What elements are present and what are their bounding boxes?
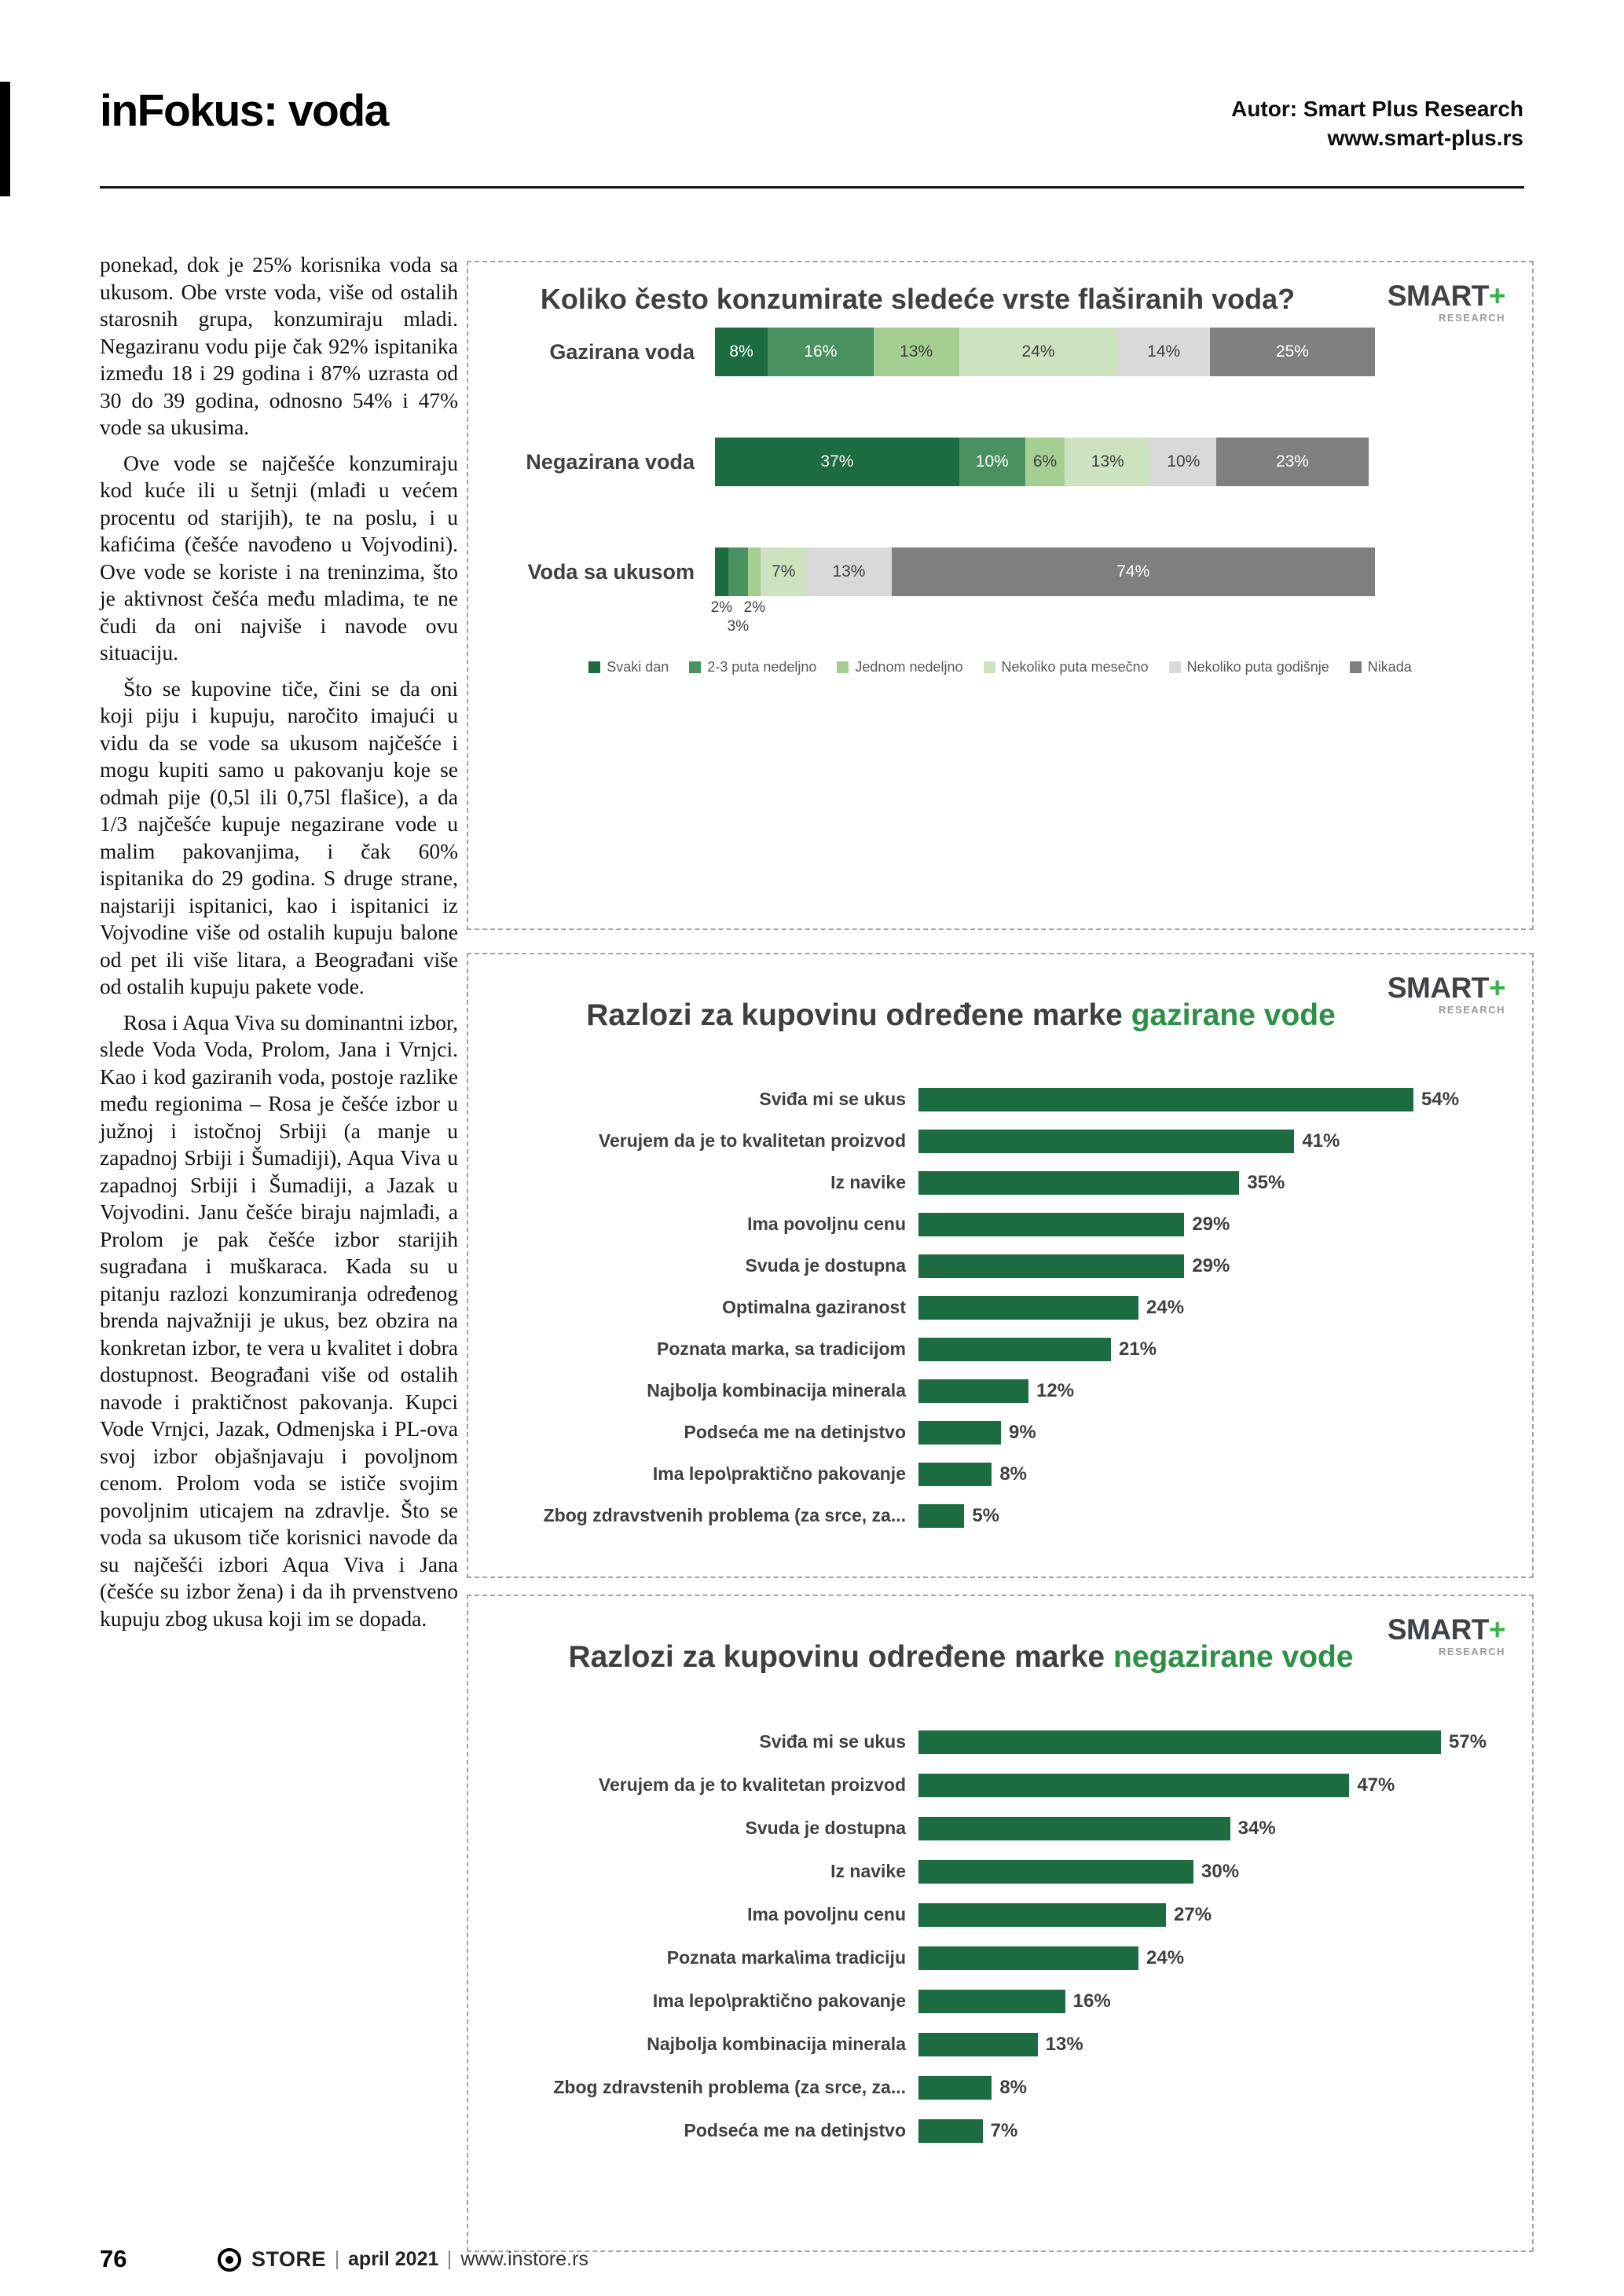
segment-value: 7% — [772, 562, 796, 580]
stacked-bar-plot — [487, 297, 1504, 635]
bar-segment — [715, 328, 768, 376]
bar-segment — [715, 547, 728, 596]
logo-name: SMART — [1387, 1613, 1489, 1646]
bar-row — [490, 1328, 1510, 1370]
footer-separator — [336, 2250, 338, 2269]
bar-area — [918, 1421, 1510, 1445]
value-label: 47% — [1357, 1774, 1395, 1796]
value-label: 41% — [1302, 1130, 1340, 1152]
value-label: 16% — [1072, 1990, 1111, 2012]
chart-title-text: Razlozi za kupovinu određene marke — [586, 998, 1131, 1032]
footer-separator — [449, 2250, 450, 2269]
bar — [918, 2076, 992, 2100]
segment-value: 74% — [1116, 562, 1150, 580]
bar-row — [490, 1763, 1510, 1807]
bar — [918, 1088, 1413, 1111]
value-label: 24% — [1146, 1296, 1185, 1318]
category-label: Zbog zdravstenih problema (za srce, za... — [553, 2077, 906, 2097]
chart-frequency-box — [467, 261, 1534, 930]
bar-segment — [1065, 438, 1150, 486]
article-paragraph: Ove vode se najčešće konzumiraju kod kuće ili u šetnji (mlađi u većem procentu od starijih), te na poslu, i u kafićima (češće navođeno u Vojvodini). Ove vode se koriste i na treninzima, što je aktivnost češća među mladima, te ne čudi da oni najviše i navode ovu situaciju. — [100, 450, 458, 665]
bar-row — [490, 1203, 1510, 1245]
bar-row — [490, 1720, 1510, 1763]
category-label: Poznata marka, sa tradicijom — [656, 1338, 906, 1359]
bar-segment — [959, 438, 1025, 486]
logo-text — [1388, 973, 1505, 1002]
bar-row — [490, 1807, 1510, 1850]
legend-swatch — [1350, 661, 1362, 673]
stacked-bar-row — [487, 297, 1504, 407]
legend-label: Nekoliko puta mesečno — [1001, 659, 1149, 675]
article-paragraph: ponekad, dok je 25% korisnika voda sa ukusom. Obe vrste voda, više od ostalih starosnih grupa, konzumiraju mladi. Negaziranu vodu pije čak 92% ispitanika između 18 i 29 godina i 87% uzrasta od 30 do 39 godina, odnosno 54% i 47% vode sa ukusima. — [100, 252, 458, 439]
store-logo-dot — [225, 2256, 233, 2264]
category-label: Negazirana voda — [526, 449, 695, 474]
bar-segment — [1117, 328, 1210, 376]
value-label: 9% — [1009, 1421, 1036, 1443]
hbar-rows-2 — [490, 1720, 1510, 2152]
bar-segment — [748, 547, 761, 596]
legend-swatch — [837, 661, 849, 673]
category-label: Ima povoljnu cenu — [747, 1214, 906, 1234]
smart-plus-logo — [1388, 973, 1505, 1015]
article-paragraph: Rosa i Aqua Viva su dominantni izbor, slede Voda Voda, Prolom, Jana i Vrnjci. Kao i kod gaziranih voda, postoje razlike među regionima – Rosa je češće izbor u južnoj i istočnoj Srbiji (a manje u zapadnoj Srbiji i Šumadiji), Aqua Viva u zapadnoj Srbiji i Šumadiji, a Jazak u Vojvodini. Janu češće biraju najmlađi, a Prolom je pak češće izbor starijih sugrađana i muškaraca. Kada su u pitanju razlozi konzumiranja određenog brenda najvažniji je ukus, bez obzira na konkretan izbor, te vera u kvalitet i dobra dostupnost. Beograđani više od ostalih navode i praktičnost pakovanja. Kupci Vode Vrnjci, Jazak, Odmenjska i PL-ova svoj izbor objašnjavaju i povoljnom cenom. Prolom voda se ističe svojim povoljnim uticajem na zdravlje. Što se voda sa ukusom tiče korisnici navode da su najčešći izbori Aqua Viva i Jana (češće su izbor žena) i da ih prvenstveno kupuju zbog ukusa koji im se dopada. — [100, 1009, 458, 1631]
chart-title — [500, 1640, 1422, 1675]
category-label: Zbog zdravstvenih problema (za srce, za... — [543, 1505, 906, 1525]
value-label: 8% — [999, 1463, 1028, 1485]
segment-value: 8% — [729, 342, 753, 361]
bar-segment — [1210, 328, 1375, 376]
bar-row — [490, 1370, 1510, 1412]
stacked-bar — [715, 328, 1375, 376]
logo-plus-icon: + — [1488, 280, 1505, 312]
value-label: 29% — [1192, 1254, 1230, 1276]
footer-website: www.instore.rs — [460, 2248, 588, 2270]
chart-title: Koliko često konzumirate sledeće vrste flaširanih voda? — [540, 283, 1296, 315]
bar-row — [490, 1412, 1510, 1453]
category-label: Ima lepo\praktično pakovanje — [652, 1990, 906, 2011]
store-logo-icon — [218, 2248, 241, 2272]
bar-area — [918, 1171, 1510, 1195]
bar-area — [918, 1130, 1510, 1153]
bar-area — [918, 1817, 1510, 1840]
value-label: 12% — [1036, 1379, 1075, 1401]
bar-segment — [892, 547, 1375, 596]
category-label: Optimalna gaziranost — [722, 1297, 906, 1317]
legend-swatch — [689, 661, 701, 673]
logo-subtext: RESEARCH — [1439, 1004, 1505, 1016]
legend-item — [1169, 659, 1329, 676]
bar-row — [490, 1245, 1510, 1287]
logo-subtext: RESEARCH — [1439, 312, 1505, 324]
bar-area — [918, 1213, 1510, 1236]
page-number: 76 — [100, 2245, 127, 2272]
bar-segment — [768, 328, 873, 376]
category-label: Najbolja kombinacija minerala — [647, 2034, 906, 2054]
bar — [918, 1730, 1441, 1754]
segment-value: 2% — [743, 599, 766, 616]
legend-label: Jednom nedeljno — [855, 659, 963, 675]
stacked-bar-row — [487, 407, 1504, 517]
bar-segment — [1150, 438, 1216, 486]
category-label: Svuda je dostupna — [745, 1818, 906, 1838]
segment-value: 2% — [710, 599, 733, 616]
segment-value: 13% — [1091, 452, 1124, 471]
category-label: Svuda je dostupna — [745, 1255, 906, 1276]
bar-area — [918, 1730, 1510, 1754]
bar-row — [490, 2023, 1510, 2066]
bar-row — [490, 1078, 1510, 1120]
segment-value: 24% — [1021, 342, 1055, 361]
bar-row — [490, 1287, 1510, 1328]
bar — [918, 1946, 1138, 1970]
value-label: 30% — [1201, 1860, 1240, 1882]
bar-segment — [874, 328, 959, 376]
logo-name: SMART — [1387, 972, 1489, 1004]
value-label: 54% — [1421, 1088, 1460, 1110]
legend-item — [588, 659, 669, 676]
bar-area — [918, 1903, 1510, 1927]
bar-row — [490, 1495, 1510, 1536]
bar-area — [918, 1463, 1510, 1486]
legend-item — [689, 659, 816, 676]
bar — [918, 1213, 1184, 1236]
legend-swatch — [984, 661, 995, 673]
legend-label: Nekoliko puta godišnje — [1186, 659, 1329, 675]
bar-area — [918, 1088, 1510, 1111]
value-label: 29% — [1192, 1213, 1230, 1235]
logo-subtext: RESEARCH — [1439, 1646, 1505, 1657]
author-line: Autor: Smart Plus Research — [1231, 97, 1523, 121]
hbar-rows-1 — [490, 1078, 1510, 1536]
category-label: Sviđa mi se ukus — [759, 1089, 906, 1109]
bar — [918, 1774, 1349, 1797]
bar-row — [490, 1936, 1510, 1979]
segment-value: 14% — [1147, 342, 1181, 361]
chart-legend — [484, 659, 1516, 676]
chart-title-highlight: negazirane vode — [1113, 1640, 1354, 1674]
bar — [918, 2033, 1038, 2056]
header-divider — [100, 186, 1524, 189]
segment-value: 23% — [1275, 452, 1309, 471]
logo-plus-icon: + — [1488, 972, 1505, 1004]
bar-area — [918, 1774, 1510, 1797]
chart-title-highlight: gazirane vode — [1131, 998, 1336, 1032]
bar-area — [918, 1946, 1510, 1970]
footer-issue: april 2021 — [348, 2248, 439, 2270]
edge-crop-mark — [0, 82, 10, 196]
chart-gazirana-reasons-box — [467, 953, 1534, 1578]
legend-item — [1350, 659, 1412, 676]
bar — [918, 1860, 1193, 1884]
article-column — [100, 251, 458, 1632]
bar-segment — [715, 438, 959, 486]
segment-value: 10% — [1167, 452, 1201, 471]
legend-item — [837, 659, 962, 676]
segment-value: 6% — [1032, 452, 1058, 471]
value-label: 24% — [1146, 1946, 1185, 1968]
bar-row — [490, 1893, 1510, 1936]
bar — [918, 1338, 1111, 1361]
chart-title-text: Razlozi za kupovinu određene marke — [568, 1640, 1113, 1674]
value-label: 8% — [999, 2076, 1028, 2098]
bar-area — [918, 1379, 1510, 1403]
bar-row — [490, 2066, 1510, 2109]
stacked-bar-row — [487, 517, 1504, 635]
category-label: Sviđa mi se ukus — [759, 1731, 906, 1752]
category-label: Voda sa ukusom — [527, 559, 695, 584]
category-label: Gazirana voda — [549, 339, 695, 364]
bar-row — [490, 2109, 1510, 2152]
value-label: 35% — [1247, 1171, 1285, 1193]
stacked-bar — [710, 547, 1375, 635]
bar-row — [490, 1850, 1510, 1893]
chart-title — [500, 998, 1422, 1033]
segment-value: 10% — [975, 452, 1009, 471]
legend-item — [984, 659, 1149, 676]
logo-name: SMART — [1387, 280, 1489, 312]
author-website: www.smart-plus.rs — [1327, 126, 1523, 150]
legend-swatch — [1169, 661, 1181, 673]
bar-area — [918, 1254, 1510, 1278]
legend-label: 2-3 puta nedeljno — [707, 659, 817, 675]
bar-area — [918, 2119, 1510, 2143]
segment-value: 16% — [804, 342, 838, 361]
chart-negazirana-reasons-box — [467, 1595, 1534, 2252]
legend-label: Svaki dan — [607, 659, 669, 675]
article-paragraph: Što se kupovine tiče, čini se da oni koji piju i kupuju, naročito imajući u vidu da se vode sa ukusom najčešće i mogu kupiti samo u pakovanju koje se odmah pije (0,5l ili 0,75l flašice), a da 1/3 najčešće kupuje negazirane vode u malim pakovanjima, i čak 60% ispitanika do 29 godina. S druge strane, najstariji ispitanici, kao i ispitanici iz Vojvodine više od ostalih kupuju balone od pet ili više litara, a Beograđani više od ostalih kupuju pakete vode. — [100, 676, 458, 998]
bar-area — [918, 1860, 1510, 1884]
bar-segment — [1025, 438, 1065, 486]
bar — [918, 1421, 1001, 1445]
value-label: 57% — [1449, 1730, 1487, 1752]
logo-plus-icon: + — [1488, 1613, 1505, 1646]
bar — [918, 2119, 983, 2143]
stacked-bar — [715, 438, 1375, 486]
value-label: 13% — [1045, 2033, 1083, 2055]
category-label: Verujem da je to kvalitetan proizvod — [598, 1774, 906, 1795]
value-label: 27% — [1174, 1903, 1212, 1925]
bar — [918, 1379, 1028, 1403]
bar-row — [490, 1162, 1510, 1203]
bar — [918, 1504, 964, 1528]
footer-brand: STORE — [251, 2247, 327, 2271]
footer-meta — [218, 2247, 588, 2272]
value-label: 21% — [1119, 1338, 1157, 1360]
author-block — [1231, 94, 1523, 152]
segment-value: 3% — [727, 618, 750, 635]
bar-area — [918, 1504, 1510, 1528]
category-label: Iz navike — [830, 1861, 906, 1881]
segment-value: 13% — [832, 562, 866, 580]
bar-segment — [728, 547, 748, 596]
bar — [918, 1254, 1184, 1278]
category-label: Ima lepo\praktično pakovanje — [652, 1463, 906, 1484]
segment-value: 25% — [1275, 342, 1309, 361]
legend-swatch — [588, 661, 600, 673]
category-label: Verujem da je to kvalitetan proizvod — [598, 1130, 906, 1151]
bar — [918, 1817, 1230, 1840]
bar-area — [918, 1990, 1510, 2013]
category-label: Najbolja kombinacija minerala — [647, 1380, 906, 1401]
logo-text — [1388, 1615, 1505, 1644]
page-title: inFokus: voda — [100, 86, 388, 136]
bar — [918, 1296, 1138, 1320]
value-label: 7% — [990, 2119, 1018, 2141]
bar-area — [918, 2076, 1510, 2100]
bar-area — [918, 2033, 1510, 2056]
bar-segment — [1216, 438, 1368, 486]
category-label: Podseća me na detinjstvo — [684, 1422, 906, 1442]
bar-row — [490, 1120, 1510, 1162]
category-label: Podseća me na detinjstvo — [684, 2120, 906, 2140]
bar — [918, 1130, 1294, 1153]
bar-segment — [806, 547, 891, 596]
segment-value: 37% — [820, 452, 854, 471]
bar — [918, 1903, 1166, 1927]
bar-row — [490, 1979, 1510, 2023]
legend-label: Nikada — [1367, 659, 1412, 675]
value-label: 5% — [972, 1504, 1000, 1526]
bar-row — [490, 1453, 1510, 1495]
category-label: Iz navike — [830, 1172, 906, 1192]
bar-area — [918, 1338, 1510, 1361]
bar-segment — [761, 547, 806, 596]
bar — [918, 1463, 992, 1486]
bar — [918, 1171, 1239, 1195]
bar-segment — [959, 328, 1118, 376]
smart-plus-logo — [1388, 1615, 1505, 1657]
value-label: 34% — [1237, 1817, 1276, 1839]
category-label: Poznata marka\ima tradiciju — [666, 1947, 906, 1968]
bar — [918, 1990, 1065, 2013]
bar-area — [918, 1296, 1510, 1320]
segment-value: 13% — [900, 342, 933, 361]
category-label: Ima povoljnu cenu — [747, 1904, 906, 1924]
